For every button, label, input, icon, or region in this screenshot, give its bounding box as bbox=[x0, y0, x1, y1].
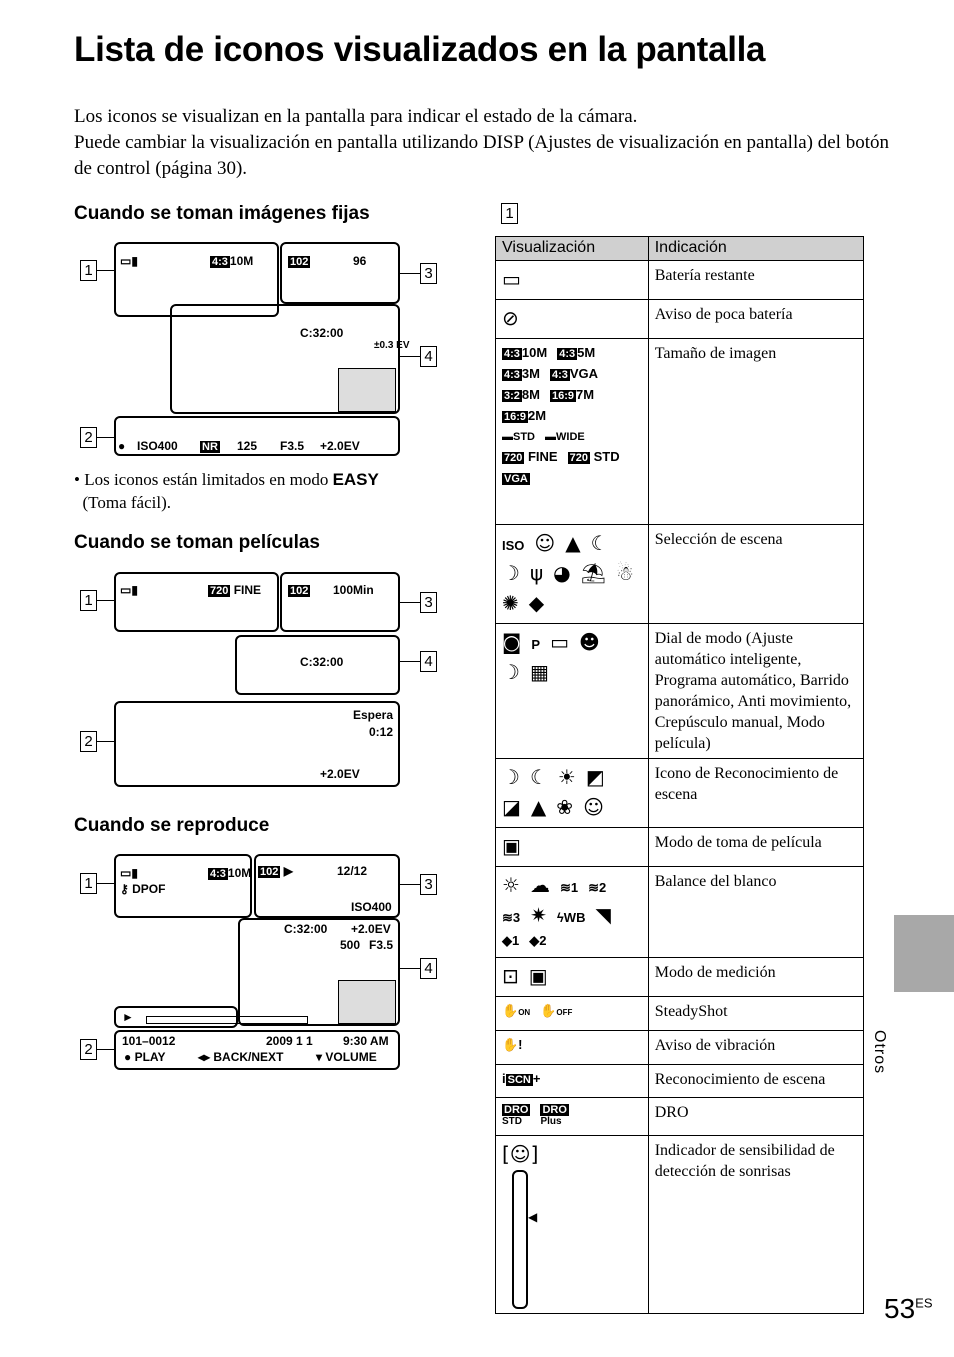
table-row: ⊡ ▣ Modo de medición bbox=[496, 958, 864, 997]
steadyshot-on-icon: ✋ON bbox=[502, 1003, 531, 1018]
underwater-wb-icon: ◥ bbox=[595, 903, 611, 927]
aspect-icon: 4:3 bbox=[212, 256, 228, 268]
section-playback-heading: Cuando se reproduce bbox=[74, 815, 270, 836]
back-next-label: BACK/NEXT bbox=[213, 1050, 284, 1064]
table-row: ⊘ Aviso de poca batería bbox=[496, 300, 864, 339]
flash-wb-icon: ϟWB bbox=[556, 910, 586, 925]
landscape-icon: ▲ bbox=[530, 795, 547, 819]
page-number: $53^{ES}$ bbox=[884, 1293, 933, 1324]
callout-4: 4 bbox=[420, 651, 437, 672]
backlight-portrait-icon: ◪ bbox=[502, 795, 521, 819]
low-battery-icon: ⊘ bbox=[502, 306, 519, 330]
table-row: ▭ Batería restante bbox=[496, 261, 864, 300]
file-number: 101–0012 bbox=[122, 1034, 176, 1048]
intro-text bbox=[74, 104, 894, 182]
movie-shooting-icon: ▣ bbox=[502, 834, 521, 858]
table-header bbox=[496, 237, 864, 261]
icon-table bbox=[495, 236, 864, 1314]
table-row: ISO ☺ ▲ ☾ ☽ ψ ◕ ⛱ ☃ ✺ ◆ Selección de escena bbox=[496, 525, 864, 624]
play-label: PLAY bbox=[134, 1050, 166, 1064]
intro-line-1: Los iconos se visualizan en la pantalla para indicar el estado de la cámara. bbox=[74, 106, 638, 127]
battery-icon: ▭▮ bbox=[120, 866, 138, 880]
intelligent-auto-icon: ◙ bbox=[502, 630, 522, 654]
battery-icon: ▭ bbox=[502, 267, 521, 291]
landscape-icon: ▲ bbox=[565, 531, 581, 555]
table-row: ✋ON ✋OFF SteadyShot bbox=[496, 997, 864, 1031]
volume-label: VOLUME bbox=[325, 1050, 377, 1064]
table-row: [☺] ◀ Indicador de sensibilidad de detección de sonrisas bbox=[496, 1136, 864, 1314]
aperture: F3.5 bbox=[280, 439, 305, 453]
side-tab-label: Otros bbox=[871, 1030, 888, 1075]
table-row: ◙ P ▭ ☻ ☽ ▦ Dial de modo (Ajuste automático inteligente, Programa automático, Barrido panorámico, Anti movimiento, Crepúsculo manual, Modo película) bbox=[496, 624, 864, 759]
section-movie-heading: Cuando se toman películas bbox=[74, 532, 320, 553]
vibration-warning-icon: ✋! bbox=[502, 1037, 523, 1052]
page-title: Lista de iconos visualizados en la pantalla bbox=[74, 30, 766, 69]
shutter-speed: 500 bbox=[340, 938, 361, 952]
twilight-portrait-icon: ☾ bbox=[590, 531, 609, 555]
iso-scene-icon: ISO bbox=[502, 538, 525, 553]
elapsed-time: 0:12 bbox=[369, 725, 394, 739]
fluorescent-1-icon: ≋1 bbox=[559, 880, 579, 895]
date: 2009 1 1 bbox=[266, 1034, 313, 1048]
table-row: 4:3 10M 4:3 5M 4:3 3M 4:3 VGA 3:2 8M 16:9 7M 16:9 2M ▬STD ▬WIDE 720 FINE 720 STD VGA Tamaño de imagen bbox=[496, 339, 864, 525]
underwater-wb-1-icon: ◆1 bbox=[502, 933, 520, 948]
callout-3: 3 bbox=[420, 874, 437, 895]
side-tab-marker bbox=[894, 915, 954, 992]
table-row: ☽ ☾ ☀ ◩ ◪ ▲ ❀ ☺ Icono de Reconocimiento de escena bbox=[496, 759, 864, 828]
callout-2: 2 bbox=[80, 427, 97, 448]
incandescent-icon: ✷ bbox=[530, 903, 547, 927]
fireworks-icon: ✺ bbox=[502, 591, 519, 615]
remaining-time: 100Min bbox=[333, 583, 374, 597]
shutter-speed: 125 bbox=[237, 439, 258, 453]
progress-bar bbox=[146, 1016, 308, 1024]
portrait-icon: ☺ bbox=[583, 795, 604, 819]
scene-recognition-icon: i SCN + bbox=[502, 1071, 541, 1086]
callout-2: 2 bbox=[80, 731, 97, 752]
landscape-recog-icon: ◩ bbox=[585, 765, 605, 789]
multi-metering-icon: ⊡ bbox=[502, 964, 519, 988]
exposure-value: +2.0EV bbox=[320, 767, 360, 781]
iso-value: ISO400 bbox=[351, 900, 392, 914]
steadyshot-off-icon: ✋OFF bbox=[540, 1003, 573, 1018]
fluorescent-2-icon: ≋2 bbox=[588, 880, 607, 895]
spot-metering-icon: ▣ bbox=[528, 964, 548, 988]
table-row: DRO STD DRO Plus DRO bbox=[496, 1098, 864, 1136]
macro-icon: ❀ bbox=[556, 795, 574, 819]
cloudy-icon: ☁ bbox=[529, 873, 550, 897]
sensitivity-pointer-icon: ◀ bbox=[528, 1210, 538, 1224]
note-easy-mode: • Los iconos están limitados en modo EASY (Toma fácil). bbox=[74, 470, 379, 512]
easy-icon: EASY bbox=[332, 470, 379, 489]
night-icon: ☽ bbox=[502, 561, 520, 585]
play-icon: ► bbox=[122, 1010, 134, 1024]
backlight-icon: ☀ bbox=[557, 765, 576, 789]
note-text: Los iconos están limitados en modo bbox=[84, 470, 329, 489]
callout-1: 1 bbox=[80, 590, 97, 611]
gourmet-icon: ψ bbox=[529, 561, 544, 585]
image-size: 10M bbox=[227, 866, 252, 880]
callout-4: 4 bbox=[420, 346, 437, 367]
daylight-icon: ☼ bbox=[502, 873, 520, 897]
program-icon: P bbox=[531, 637, 541, 652]
callout-1: 1 bbox=[80, 260, 97, 281]
snow-icon: ☃ bbox=[615, 561, 634, 585]
callout-4: 4 bbox=[420, 958, 437, 979]
col-display: Visualización bbox=[496, 237, 649, 261]
fluorescent-3-icon: ≋3 bbox=[502, 910, 521, 925]
movie-mode-icon: ▦ bbox=[529, 660, 549, 684]
timer-display: C:32:00 bbox=[300, 655, 344, 669]
sweep-panorama-icon: ▭ bbox=[550, 630, 569, 654]
folder-icon: 102 bbox=[260, 866, 279, 878]
aspect-icon: 4:3 bbox=[210, 868, 226, 880]
dpof-label: DPOF bbox=[132, 882, 166, 896]
aperture: F3.5 bbox=[369, 938, 394, 952]
col-indication: Indicación bbox=[648, 237, 863, 261]
histogram bbox=[338, 980, 396, 1024]
smile-detection-icon: [☺] bbox=[502, 1142, 539, 1166]
clock: 9:30 AM bbox=[343, 1034, 389, 1048]
iso-value: ISO400 bbox=[137, 439, 178, 453]
shot-count: 96 bbox=[353, 254, 367, 268]
underwater-wb-2-icon: ◆2 bbox=[529, 933, 547, 948]
image-size: 10M bbox=[229, 254, 254, 268]
portrait-icon: ☺ bbox=[534, 531, 556, 555]
table-label: 1 bbox=[501, 203, 518, 224]
record-dot-icon: ● bbox=[118, 439, 126, 453]
callout-3: 3 bbox=[420, 592, 437, 613]
timer-display: C:32:00 bbox=[300, 326, 344, 340]
table-row: ✋! Aviso de vibración bbox=[496, 1031, 864, 1065]
table-row: ☼ ☁ ≋1 ≋2 ≋3 ✷ ϟWB ◥ ◆1 ◆2 Balance del blanco bbox=[496, 867, 864, 958]
table-row: i SCN + Reconocimiento de escena bbox=[496, 1065, 864, 1098]
image-counter: 12/12 bbox=[337, 864, 368, 878]
pet-icon: ◕ bbox=[553, 561, 571, 585]
note-tail: (Toma fácil). bbox=[82, 493, 171, 512]
callout-1: 1 bbox=[80, 873, 97, 894]
movie-quality: FINE bbox=[233, 583, 262, 597]
callout-2: 2 bbox=[80, 1039, 97, 1060]
nr-icon: NR bbox=[202, 441, 218, 453]
beach-icon: ⛱ bbox=[580, 561, 606, 585]
folder-icon: 102 bbox=[290, 585, 309, 597]
exposure-value: +2.0EV bbox=[320, 439, 360, 453]
hand-twilight-icon: ☽ bbox=[502, 660, 520, 684]
quality-tag: 720 bbox=[210, 585, 229, 597]
histogram bbox=[338, 368, 396, 412]
battery-icon: ▭▮ bbox=[120, 583, 138, 597]
callout-3: 3 bbox=[420, 263, 437, 284]
timer-display: C:32:00 bbox=[284, 922, 328, 936]
dro-plus-icon: DRO Plus bbox=[540, 1104, 567, 1127]
underwater-icon: ◆ bbox=[528, 591, 545, 615]
status-text: Espera bbox=[353, 708, 394, 722]
intro-line-2: Puede cambiar la visualización en pantalla utilizando DISP (Ajustes de visualización en pantalla) del botón de control (página 30). bbox=[74, 132, 889, 179]
battery-icon: ▭▮ bbox=[120, 254, 138, 268]
table-row: ▣ Modo de toma de película bbox=[496, 828, 864, 867]
night-portrait-icon: ☾ bbox=[529, 765, 548, 789]
exposure-value: +2.0EV bbox=[351, 922, 391, 936]
ev-small: ±0.3 EV bbox=[374, 340, 410, 351]
still-zone-3 bbox=[280, 242, 400, 304]
dro-std-icon: DRO STD bbox=[502, 1104, 529, 1127]
smile-sensitivity-gauge bbox=[512, 1170, 538, 1309]
anti-motion-icon: ☻ bbox=[578, 630, 600, 654]
folder-icon: 102 bbox=[290, 256, 309, 268]
section-still-heading: Cuando se toman imágenes fijas bbox=[74, 203, 370, 224]
night-scene-icon: ☽ bbox=[502, 765, 520, 789]
